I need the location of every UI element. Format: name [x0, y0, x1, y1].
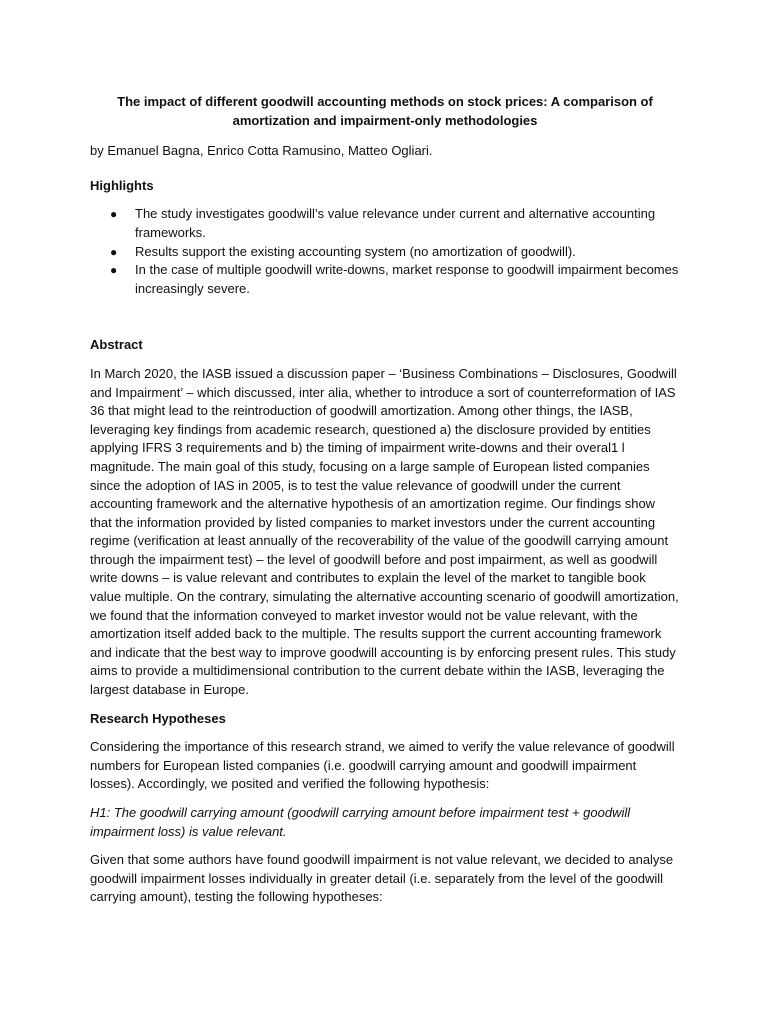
research-paragraph-1: Considering the importance of this research strand, we aimed to verify the value relevance of goodwill numbers for European listed companies (i.e. goodwill carrying amount and goodwill impairment losses). Accordingly, we posited and verified the following hypothesis: — [90, 739, 675, 792]
highlights-heading: Highlights — [90, 177, 154, 193]
author-line: by Emanuel Bagna, Enrico Cotta Ramusino, Matteo Ogliari. — [90, 143, 433, 159]
paper-title: The impact of different goodwill accounting methods on stock prices: A comparison of amortization and impairment-only methodologies — [117, 94, 653, 128]
highlight-text: Results support the existing accounting system (no amortization of goodwill). — [135, 243, 576, 259]
highlight-text: The study investigates goodwill’s value relevance under current and alternative accounting frameworks. — [135, 206, 656, 240]
hypothesis-h1: H1: The goodwill carrying amount (goodwill carrying amount before impairment test + goodwill impairment loss) is value relevant. — [90, 805, 631, 839]
highlight-text: In the case of multiple goodwill write-downs, market response to goodwill impairment becomes increasingly severe. — [135, 262, 679, 296]
bullet-icon: ● — [110, 244, 118, 259]
highlight-item — [90, 243, 680, 262]
bullet-icon: ● — [110, 263, 118, 278]
research-paragraph-2: Given that some authors have found goodwill impairment is not value relevant, we decided to analyse goodwill impairment losses individually in greater detail (i.e. separately from the level of the goodwill carrying amount), testing the following hypotheses: — [90, 852, 674, 905]
abstract-heading: Abstract — [90, 337, 143, 353]
highlight-item — [90, 261, 680, 298]
document-body — [90, 93, 680, 917]
research-hypotheses-heading: Research Hypotheses — [90, 710, 226, 726]
highlights-list — [90, 205, 680, 298]
bullet-icon: ● — [110, 207, 118, 222]
abstract-paragraph: In March 2020, the IASB issued a discussion paper – ‘Business Combinations – Disclosures, Goodwill and Impairment’ – which discussed, inter alia, whether to introduce a sort of counterreformation of IAS 36 that might lead to the reintroduction of goodwill amortization. Among other things, the IASB, leveraging key findings from academic research, questioned a) the disclosure provided by entities applying IFRS 3 requirements and b) the timing of impairment write-downs and their overal1 l magnitude. The main goal of this study, focusing on a large sample of European listed companies since the adoption of IAS in 2005, is to test the value relevance of goodwill under the current accounting framework and the alternative hypothesis of an amortization regime. Our findings show that the information provided by listed companies to market investors under the current accounting regime (verification at least annually of the recoverability of the value of the goodwill carrying amount through the impairment test) – the level of goodwill before and post impairment, as well as goodwill write downs – is value relevant and contributes to explain the level of the market to tangible book value multiple. On the contrary, simulating the alternative accounting scenario of goodwill amortization, we found that the information conveyed to market investor would not be value relevant, with the amortization itself added back to the multiple. The results support the current accounting framework and indicate that the best way to improve goodwill accounting is by enforcing present rules. This study aims to provide a multidimensional contribution to the current debate within the IASB, leveraging the largest database in Europe. — [90, 365, 679, 698]
highlight-item — [90, 205, 680, 242]
